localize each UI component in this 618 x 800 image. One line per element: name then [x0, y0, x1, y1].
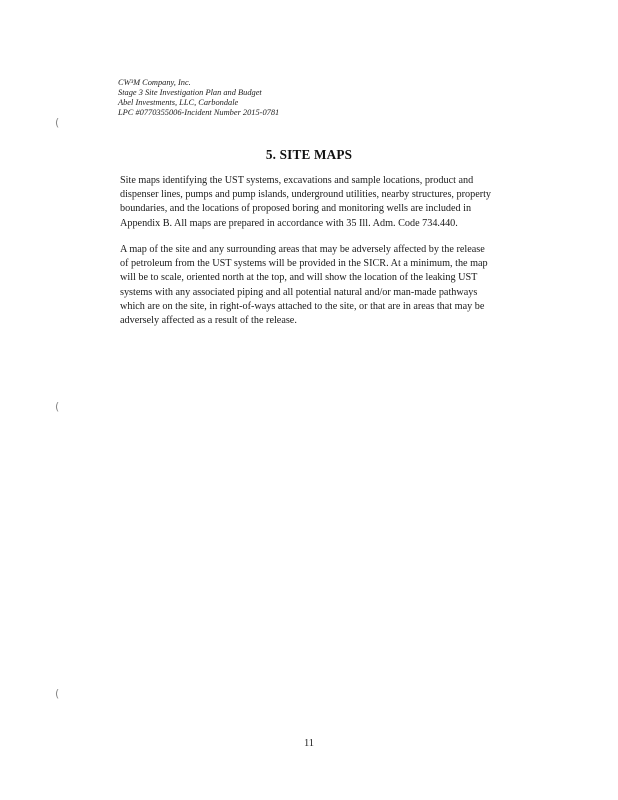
paragraph-site-maps — [120, 174, 548, 231]
paragraph-line: adversely affected as a result of the release. — [120, 315, 297, 327]
paragraph-line: A map of the site and any surrounding areas that may be adversely affected by the release — [120, 244, 485, 255]
paragraph-line: Appendix B. All maps are prepared in accordance with 35 Ill. Adm. Code 734.440. — [120, 217, 458, 229]
paragraph-line: systems with any associated piping and all potential natural and/or man-made pathways — [120, 286, 478, 298]
paragraph-site-map-requirements — [120, 243, 548, 328]
document-header — [118, 78, 279, 118]
paragraph-line: boundaries, and the locations of proposed boring and monitoring wells are included in — [120, 203, 472, 215]
header-company: CW³M Company, Inc. — [118, 78, 191, 87]
section-title: 5. SITE MAPS — [265, 147, 353, 162]
binder-hole-mark: ( — [55, 687, 60, 700]
paragraph-line: which are on the site, in right-of-ways attached to the site, or that are in areas that may be — [120, 300, 485, 312]
binder-hole-mark: ( — [55, 116, 60, 129]
paragraph-line: will be to scale, oriented north at the top, and will show the location of the leaking UST — [120, 272, 478, 284]
paragraph-line: dispenser lines, pumps and pump islands, underground utilities, nearby structures, property — [120, 189, 492, 201]
page-number: 11 — [303, 738, 315, 749]
paragraph-line: Site maps identifying the UST systems, excavations and sample locations, product and — [120, 175, 474, 186]
header-client: Abel Investments, LLC, Carbondale — [118, 98, 239, 107]
header-project: Stage 3 Site Investigation Plan and Budget — [118, 88, 262, 97]
binder-hole-mark: ( — [55, 400, 60, 413]
header-incident: LPC #0770355006-Incident Number 2015-0781 — [118, 108, 280, 117]
paragraph-line: of petroleum from the UST systems will be provided in the SICR. At a minimum, the map — [120, 258, 488, 270]
